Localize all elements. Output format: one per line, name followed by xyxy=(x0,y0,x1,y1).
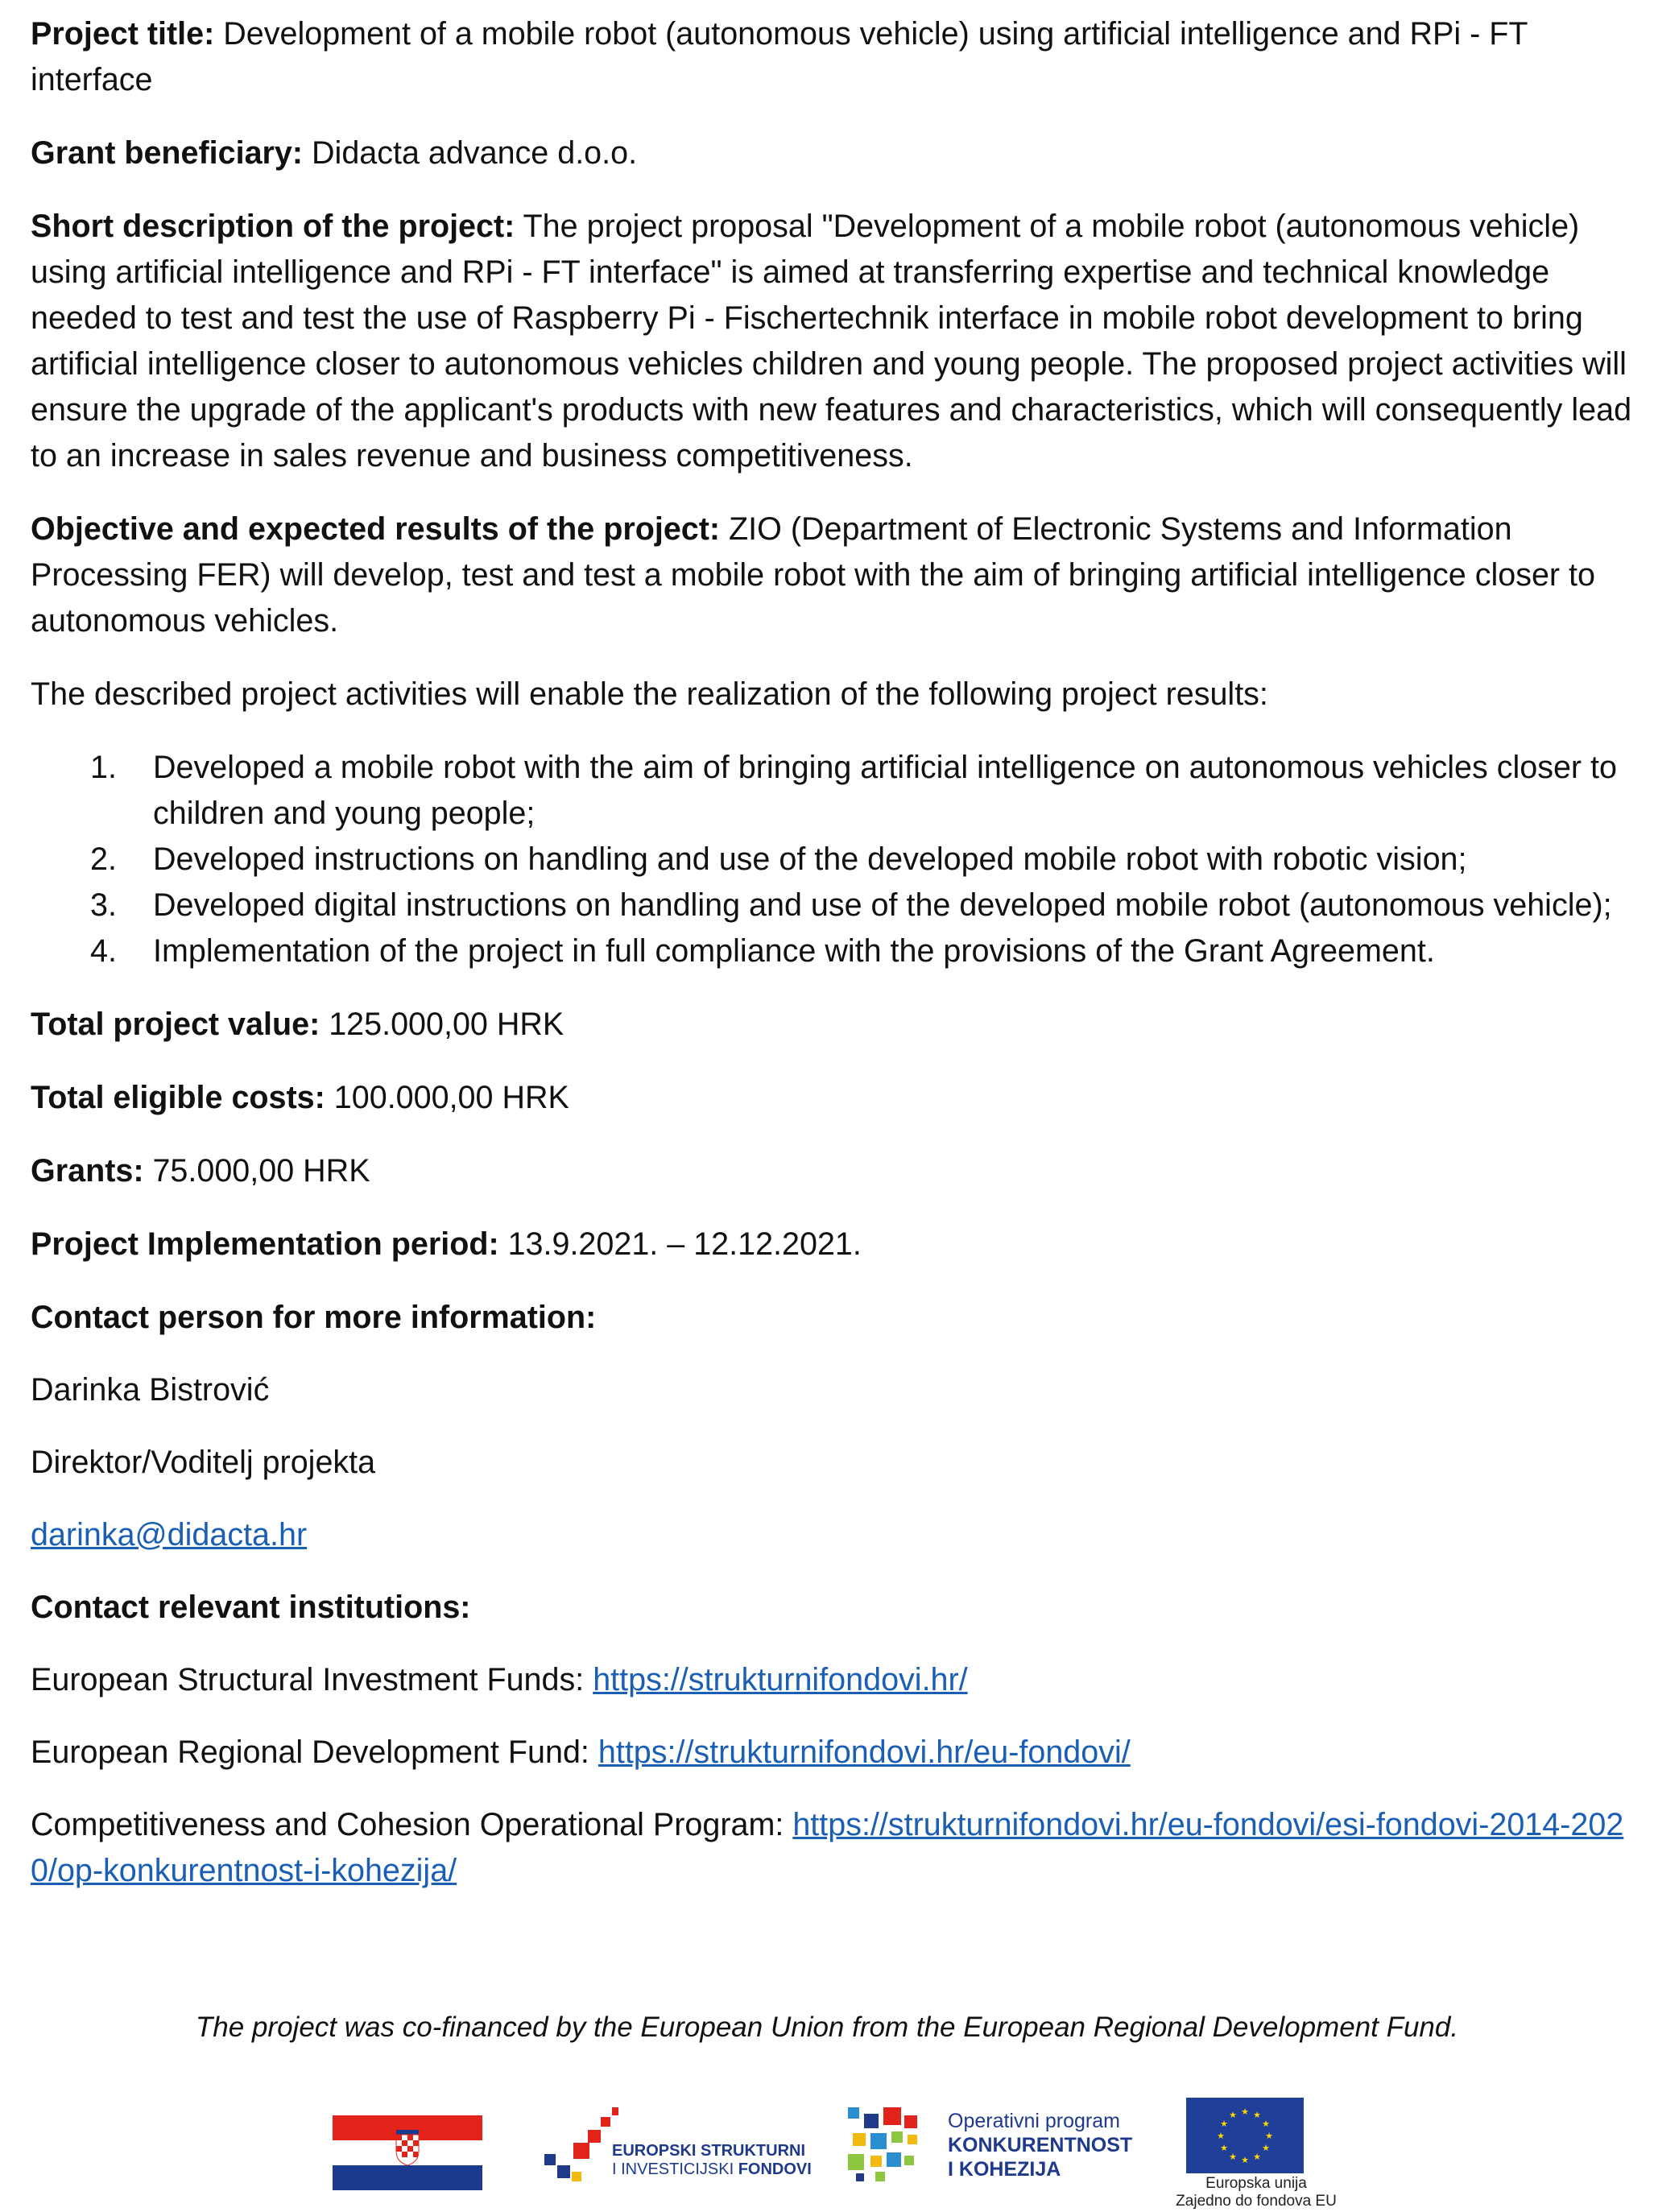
list-item-number: 4. xyxy=(90,933,117,969)
institution-esif xyxy=(31,1657,1633,1703)
op-line3: I KOHEZIJA xyxy=(948,2158,1061,2181)
eu-star-icon: ★ xyxy=(1265,2131,1273,2141)
list-item xyxy=(31,745,1633,837)
beneficiary-label: Grant beneficiary: xyxy=(31,135,304,171)
list-item-number: 3. xyxy=(90,887,117,923)
period-value: 13.9.2021. – 12.12.2021. xyxy=(498,1226,862,1262)
list-item-text: Developed digital instructions on handling and use of the developed mobile robot (autonomous vehicle); xyxy=(153,887,1612,923)
eu-star-icon: ★ xyxy=(1253,2110,1261,2120)
institution-esif-label: European Structural Investment Funds: xyxy=(31,1662,593,1697)
eu-caption xyxy=(1160,2175,1353,2210)
list-item xyxy=(31,837,1633,883)
eligible-costs-label: Total eligible costs: xyxy=(31,1080,325,1115)
project-title-value: Development of a mobile robot (autonomous vehicle) using artificial intelligence and RPi - FT interface xyxy=(31,16,1528,97)
list-item xyxy=(31,883,1633,928)
list-item-text: Implementation of the project in full compliance with the provisions of the Grant Agreement. xyxy=(153,933,1435,969)
contact-email-para xyxy=(31,1512,1633,1558)
eu-star-icon: ★ xyxy=(1241,2155,1249,2165)
institution-opcc-link[interactable]: https://strukturnifondovi.hr/eu-fondovi/esi-fondovi-2014-2020/op-konkurentnost-i-kohezija/ xyxy=(31,1807,1624,1888)
esif-line1: EUROPSKI STRUKTURNI xyxy=(612,2142,806,2160)
contact-email-link[interactable]: darinka@didacta.hr xyxy=(31,1517,308,1553)
objective-label: Objective and expected results of the project: xyxy=(31,511,721,547)
objective-value: ZIO (Department of Electronic Systems and Information Processing FER) will develop, test and test a mobile robot with the aim of bringing artificial intelligence closer to autonomous vehicles. xyxy=(31,511,1596,639)
eu-caption-line2: Zajedno do fondova EU xyxy=(1176,2193,1337,2210)
beneficiary-value: Didacta advance d.o.o. xyxy=(303,135,638,171)
institution-erdf-label: European Regional Development Fund: xyxy=(31,1734,598,1770)
eligible-costs-para xyxy=(31,1075,1633,1121)
eu-star-icon: ★ xyxy=(1220,2143,1228,2153)
institution-opcc-label: Competitiveness and Cohesion Operational Program: xyxy=(31,1807,793,1842)
list-item xyxy=(31,928,1633,974)
period-para xyxy=(31,1222,1633,1267)
total-value-para xyxy=(31,1002,1633,1048)
institution-erdf xyxy=(31,1730,1633,1776)
total-value-label: Total project value: xyxy=(31,1007,320,1042)
op-line1: Operativni program xyxy=(948,2110,1120,2132)
institution-opcc xyxy=(31,1802,1633,1894)
project-title-label: Project title: xyxy=(31,16,215,52)
institutions-heading-text: Contact relevant institutions: xyxy=(31,1590,471,1625)
institution-esif-link[interactable]: https://strukturnifondovi.hr/ xyxy=(593,1662,968,1697)
contact-role: Direktor/Voditelj projekta xyxy=(31,1445,376,1480)
eu-star-icon: ★ xyxy=(1262,2119,1270,2129)
list-item-number: 1. xyxy=(90,750,117,785)
project-title-para xyxy=(31,11,1633,103)
cofinance-note: The project was co-financed by the European Union from the European Regional Development Fund. xyxy=(195,2011,1459,2043)
institution-erdf-link[interactable]: https://strukturnifondovi.hr/eu-fondovi/ xyxy=(598,1734,1131,1770)
results-intro: The described project activities will enable the realization of the following project results: xyxy=(31,676,1268,712)
short-description-para xyxy=(31,204,1633,479)
eligible-costs-amount: 100.000,00 HRK xyxy=(325,1080,569,1115)
institutions-heading xyxy=(31,1585,1633,1631)
eu-star-icon: ★ xyxy=(1262,2143,1270,2153)
period-label: Project Implementation period: xyxy=(31,1226,499,1262)
eu-star-icon: ★ xyxy=(1220,2119,1228,2129)
short-description-label: Short description of the project: xyxy=(31,209,515,244)
contact-heading xyxy=(31,1295,1633,1341)
list-item-text: Developed instructions on handling and use of the developed mobile robot with robotic vision; xyxy=(153,841,1467,877)
grants-para xyxy=(31,1148,1633,1194)
short-description-value: The project proposal "Development of a mobile robot (autonomous vehicle) using artificial intelligence and RPi - FT interface" is aimed at transferring expertise and technical knowledge needed to test and test the use of Raspberry Pi - Fischertechnik interface in mobile robot development to bring artificial intelligence closer to autonomous vehicles children and young people. The proposed project activities will ensure the upgrade of the applicant's products with new features and characteristics, which will consequently lead to an increase in sales revenue and business competitiveness. xyxy=(31,209,1632,473)
eu-star-icon: ★ xyxy=(1253,2152,1261,2162)
list-item-text: Developed a mobile robot with the aim of bringing artificial intelligence on autonomous vehicles closer to children and young people; xyxy=(153,750,1618,831)
op-logo-text xyxy=(948,2109,1132,2181)
esif-line2: I INVESTICIJSKI FONDOVI xyxy=(612,2160,812,2178)
contact-name: Darinka Bistrović xyxy=(31,1372,270,1408)
eu-caption-line1: Europska unija xyxy=(1205,2175,1307,2192)
op-logo-mark xyxy=(848,2107,938,2184)
document-body xyxy=(31,11,1633,1921)
grants-amount: 75.000,00 HRK xyxy=(143,1153,370,1189)
total-value-amount: 125.000,00 HRK xyxy=(320,1007,564,1042)
eu-star-icon: ★ xyxy=(1229,2110,1237,2120)
croatian-flag-logo xyxy=(333,2115,482,2190)
op-line2: KONKURENTNOST xyxy=(948,2134,1133,2156)
eu-flag-logo xyxy=(1186,2098,1304,2173)
esif-logo-text xyxy=(612,2142,812,2179)
grants-label: Grants: xyxy=(31,1153,144,1189)
list-item-number: 2. xyxy=(90,841,117,877)
beneficiary-para xyxy=(31,130,1633,176)
contact-heading-text: Contact person for more information: xyxy=(31,1300,597,1335)
eu-star-icon: ★ xyxy=(1229,2152,1237,2162)
objective-para xyxy=(31,506,1633,644)
esif-logo-mark xyxy=(538,2107,618,2188)
results-list xyxy=(31,745,1633,974)
eu-star-icon: ★ xyxy=(1241,2107,1249,2117)
eu-star-icon: ★ xyxy=(1217,2131,1225,2141)
